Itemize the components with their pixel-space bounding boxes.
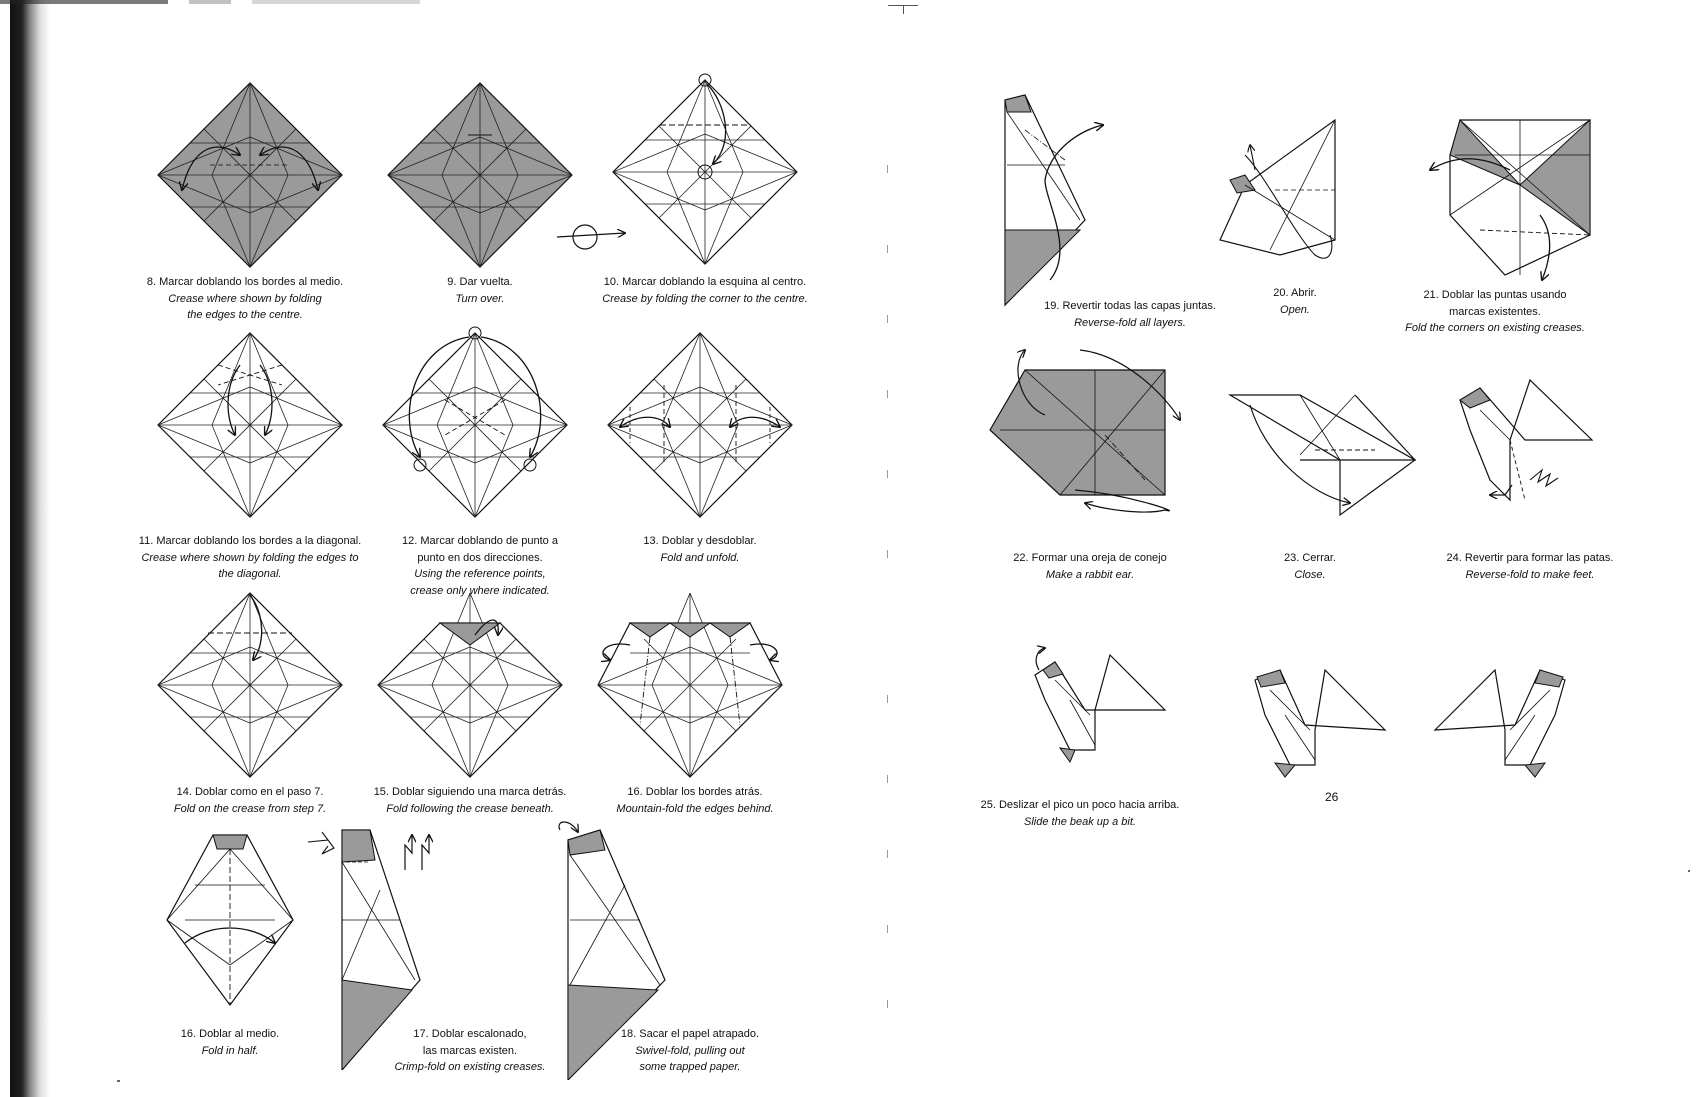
step-13-diagram: [600, 325, 800, 525]
gutter-tick: [887, 1000, 888, 1008]
step-10-diagram: [605, 72, 805, 272]
step-16-half-caption: 16. Doblar al medio. Fold in half.: [180, 1028, 280, 1057]
step-14-diagram: [150, 585, 350, 785]
step-21-diagram: [1420, 115, 1600, 285]
finished-bird-right-diagram: [1245, 655, 1395, 785]
step-24-caption: 24. Revertir para formar las patas. Reverse-fold to make feet.: [1446, 552, 1614, 581]
step-16-edges-diagram: [585, 585, 795, 785]
step-18-caption: 18. Sacar el papel atrapado. Swivel-fold, pulling out some trapped paper.: [620, 1028, 760, 1073]
step-23-caption: 23. Cerrar. Close.: [1284, 552, 1336, 581]
step-23-diagram: [1225, 385, 1420, 525]
gutter-tick: [887, 695, 888, 703]
step-11-diagram: [150, 325, 350, 525]
finished-bird-left-diagram: [1425, 655, 1575, 785]
gutter-tick: [887, 390, 888, 398]
step-20-caption: 20. Abrir. Open.: [1273, 287, 1317, 316]
book-spine-shadow: [0, 0, 50, 1097]
step-12-caption: 12. Marcar doblando de punto a punto en dos direcciones. Using the reference points, crease only where indicated.: [402, 535, 558, 597]
gutter-tick: [887, 315, 888, 323]
step-19-diagram: [995, 90, 1135, 310]
step-24-diagram: [1450, 370, 1600, 515]
step-25-caption: 25. Deslizar el pico un poco hacia arriba. Slide the beak up a bit.: [980, 799, 1180, 828]
gutter-tick: [887, 245, 888, 253]
gutter-tick: [887, 550, 888, 558]
step-22-caption: 22. Formar una oreja de conejo Make a rabbit ear.: [1013, 552, 1167, 581]
step-8-diagram: [150, 75, 350, 275]
step-9-caption: 9. Dar vuelta. Turn over.: [447, 276, 513, 305]
step-9-diagram: [380, 75, 580, 275]
crimp-symbol: [400, 825, 440, 875]
scan-speck: [1688, 870, 1690, 872]
step-19-caption: 19. Revertir todas las capas juntas. Reverse-fold all layers.: [1044, 300, 1216, 329]
gutter-tick: [887, 470, 888, 478]
step-20-diagram: [1215, 115, 1350, 275]
gutter-tick: [887, 850, 888, 858]
step-10-caption: 10. Marcar doblando la esquina al centro. Crease by folding the corner to the centre.: [602, 276, 808, 305]
turn-over-symbol: [555, 215, 630, 255]
step-17-caption: 17. Doblar escalonado, las marcas existen. Crimp-fold on existing creases.: [394, 1028, 546, 1073]
step-12-diagram: [375, 325, 575, 525]
scan-speck: [117, 1080, 120, 1082]
step-15-diagram: [370, 585, 570, 785]
step-11-caption: 11. Marcar doblando los bordes a la diagonal. Crease where shown by folding the edges to the diagonal.: [138, 535, 362, 580]
step-21-caption: 21. Doblar las puntas usando marcas existentes. Fold the corners on existing creases.: [1405, 289, 1585, 334]
step-25-diagram: [1025, 640, 1175, 770]
step-14-caption: 14. Doblar como en el paso 7. Fold on the crease from step 7.: [173, 786, 327, 815]
gutter-tick: [887, 925, 888, 933]
step-15-caption: 15. Doblar siguiendo una marca detrás. Fold following the crease beneath.: [373, 786, 567, 815]
gutter-tick: [887, 165, 888, 173]
step-8-caption: 8. Marcar doblando los bordes al medio. Crease where shown by folding the edges to the centre.: [146, 276, 344, 321]
page-number: 26: [1325, 790, 1339, 804]
step-16-edges-caption: 16. Doblar los bordes atrás. Mountain-fold the edges behind.: [616, 786, 774, 815]
gutter-tick: [887, 775, 888, 783]
center-fold-mark: [888, 0, 918, 14]
scan-edge-mark: [0, 0, 420, 4]
step-13-caption: 13. Doblar y desdoblar. Fold and unfold.: [643, 535, 757, 564]
step-22-diagram: [985, 345, 1185, 525]
step-16-half-diagram: [165, 825, 295, 1015]
